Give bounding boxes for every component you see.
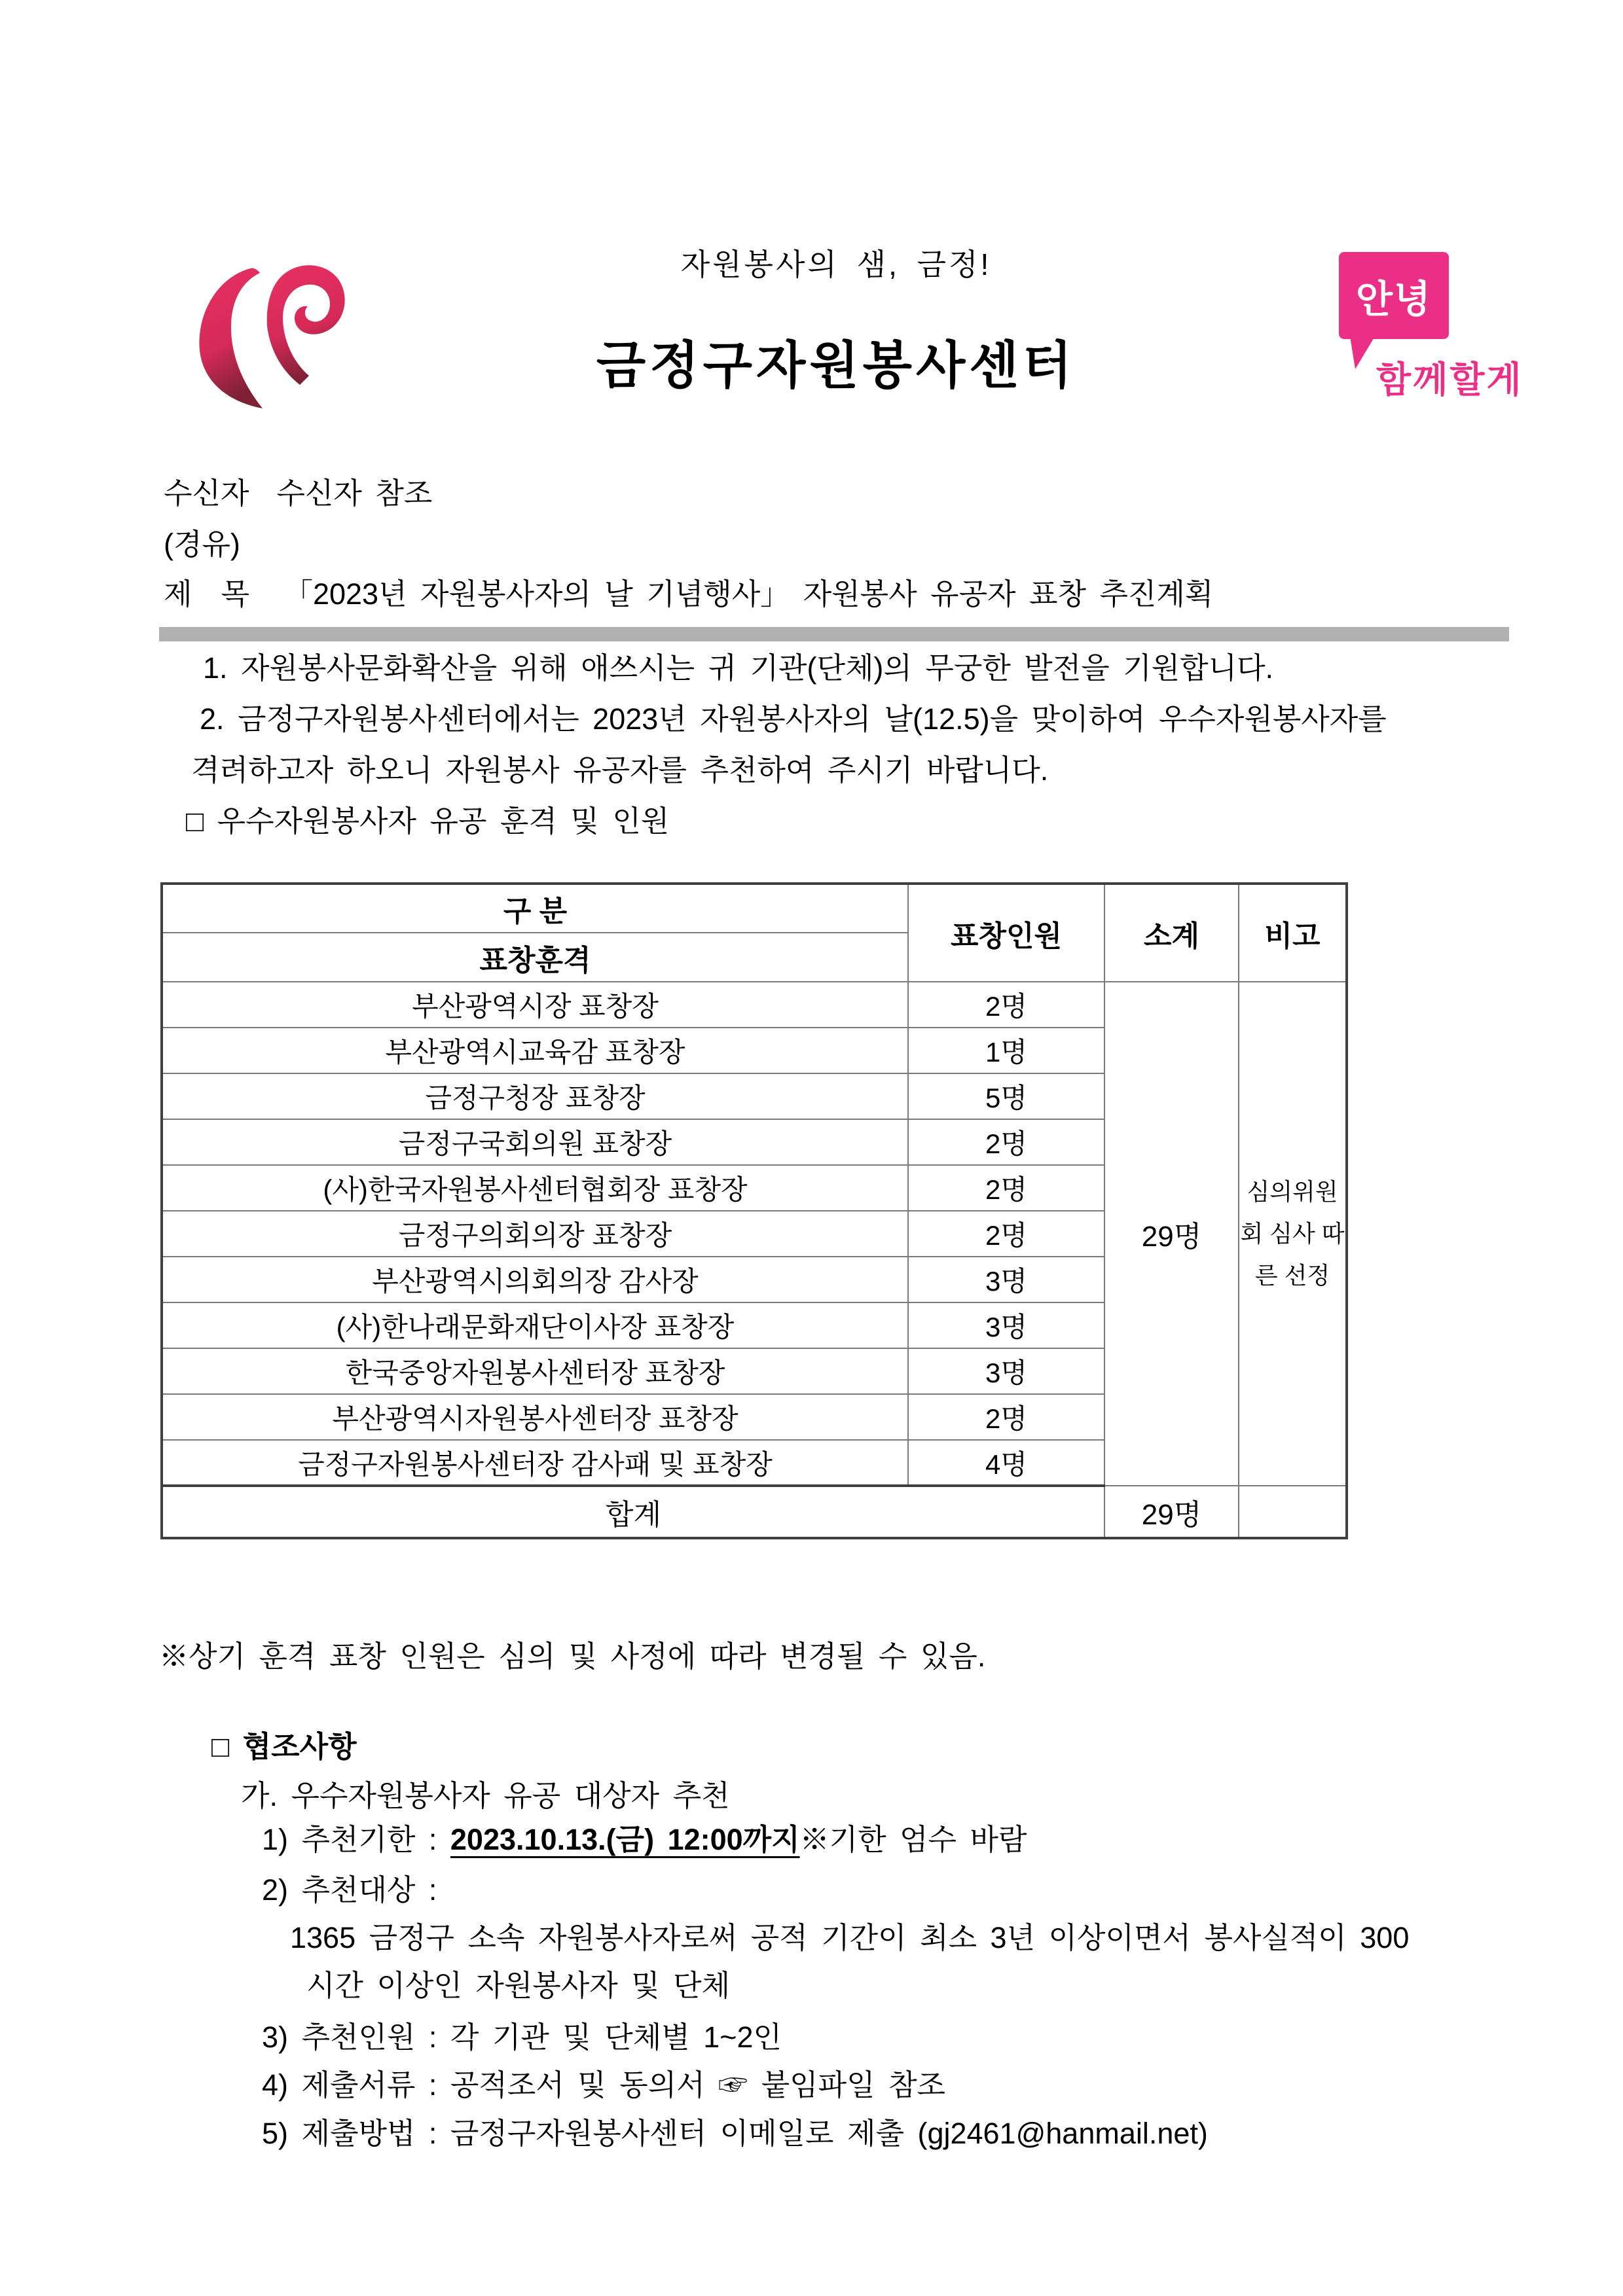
speech-bubble-icon	[1339, 252, 1449, 339]
subtotal-value: 29명	[1104, 982, 1239, 1486]
award-count: 3명	[908, 1257, 1104, 1302]
total-note	[1239, 1486, 1347, 1538]
cooperation-item-4	[262, 2067, 945, 2104]
award-count: 4명	[908, 1440, 1104, 1486]
award-label: 금정구의회의장 표창장	[162, 1211, 908, 1257]
award-count: 3명	[908, 1348, 1104, 1394]
body-paragraph-2: 2. 금정구자원봉사센터에서는 2023년 자원봉사자의 날(12.5)을 맞이하여 우수자원봉사자를	[200, 702, 1387, 736]
cooperation-item-2: 2) 추천대상 :	[262, 1873, 437, 1907]
item4-post: 붙임파일 참조	[748, 2068, 946, 2102]
award-label: 부산광역시장 표창장	[162, 982, 908, 1028]
badge-bubble-text: 안녕	[1355, 278, 1432, 321]
award-count: 3명	[908, 1302, 1104, 1348]
award-count: 1명	[908, 1028, 1104, 1073]
title-divider-bar	[159, 627, 1509, 641]
subject-text: 「2023년 자원봉사자의 날 기념행사」 자원봉사 유공자 표창 추진계획	[283, 577, 1214, 611]
item1-label: 1) 추천기한 :	[262, 1823, 450, 1856]
subject-label: 제	[164, 577, 192, 611]
th-group: 구 분	[162, 884, 908, 933]
body-paragraph-1: 1. 자원봉사문화확산을 위해 애쓰시는 귀 기관(단체)의 무궁한 발전을 기원합니다.	[203, 651, 1274, 685]
award-count: 2명	[908, 1165, 1104, 1211]
award-label: 부산광역시자원봉사센터장 표창장	[162, 1394, 908, 1440]
award-count: 2명	[908, 982, 1104, 1028]
via-line: (경유)	[164, 528, 240, 561]
cooperation-item-ga: 가. 우수자원봉사자 유공 대상자 추천	[241, 1779, 730, 1812]
heart-logo-icon	[189, 257, 346, 409]
award-label: 금정구자원봉사센터장 감사패 및 표창장	[162, 1440, 908, 1486]
section-title-award: □ 우수자원봉사자 유공 훈격 및 인원	[186, 804, 670, 838]
badge-caption: 함께할게	[1376, 359, 1523, 400]
note-value: 심의위원회 심사 따른 선정	[1239, 982, 1347, 1486]
award-table	[160, 882, 1348, 1539]
th-grade: 표창훈격	[162, 933, 908, 982]
cooperation-item-5: 5) 제출방법 : 금정구자원봉사센터 이메일로 제출 (gj2461@hanmail.net)	[262, 2117, 1208, 2150]
award-label: 부산광역시교육감 표창장	[162, 1028, 908, 1073]
table-row	[162, 982, 1347, 1028]
pointing-finger-icon: ☞	[718, 2068, 748, 2102]
th-note: 비고	[1239, 884, 1347, 982]
item4-text: 4) 제출서류 : 공적조서 및 동의서	[262, 2068, 719, 2102]
th-subtotal: 소계	[1104, 884, 1239, 982]
item1-tail: ※기한 엄수 바람	[799, 1823, 1027, 1856]
award-count: 2명	[908, 1394, 1104, 1440]
speech-bubble-tail-icon	[1350, 336, 1375, 369]
body-paragraph-2-cont: 격려하고자 하오니 자원봉사 유공자를 추천하여 주시기 바랍니다.	[191, 753, 1049, 787]
award-label: (사)한나래문화재단이사장 표창장	[162, 1302, 908, 1348]
award-label: (사)한국자원봉사센터협회장 표창장	[162, 1165, 908, 1211]
cooperation-title: □ 협조사항	[211, 1730, 357, 1763]
award-label: 부산광역시의회의장 감사장	[162, 1257, 908, 1302]
award-label: 금정구국회의원 표창장	[162, 1119, 908, 1165]
table-total-row	[162, 1486, 1347, 1538]
th-count: 표창인원	[908, 884, 1104, 982]
award-label: 한국중앙자원봉사센터장 표창장	[162, 1348, 908, 1394]
award-count: 2명	[908, 1119, 1104, 1165]
recipient-label: 수신자	[164, 476, 249, 510]
masthead	[561, 241, 1111, 398]
total-label: 합계	[162, 1486, 1104, 1538]
footnote: ※상기 훈격 표창 인원은 심의 및 사정에 따라 변경될 수 있음.	[159, 1640, 986, 1673]
org-slogan: 자원봉사의 샘, 금정!	[680, 247, 992, 281]
item1-deadline: 2023.10.13.(금) 12:00까지	[450, 1823, 800, 1856]
org-name: 금정구자원봉사센터	[596, 336, 1076, 394]
recipient-line	[164, 475, 432, 512]
cooperation-item-1	[262, 1821, 1027, 1858]
award-label: 금정구청장 표창장	[162, 1073, 908, 1119]
cooperation-item-2-cont2: 시간 이상인 자원봉사자 및 단체	[306, 1969, 731, 2002]
cooperation-item-2-cont1: 1365 금정구 소속 자원봉사자로써 공적 기간이 최소 3년 이상이면서 봉사실적이 300	[290, 1921, 1410, 1954]
cooperation-item-3: 3) 추천인원 : 각 기관 및 단체별 1~2인	[262, 2020, 782, 2054]
subject-line: 제 목 「2023년 자원봉사자의 날 기념행사」 자원봉사 유공자 표창 추진계획	[164, 576, 1213, 613]
award-count: 2명	[908, 1211, 1104, 1257]
award-count: 5명	[908, 1073, 1104, 1119]
recipient-value: 수신자 참조	[276, 476, 433, 510]
total-value: 29명	[1104, 1486, 1239, 1538]
